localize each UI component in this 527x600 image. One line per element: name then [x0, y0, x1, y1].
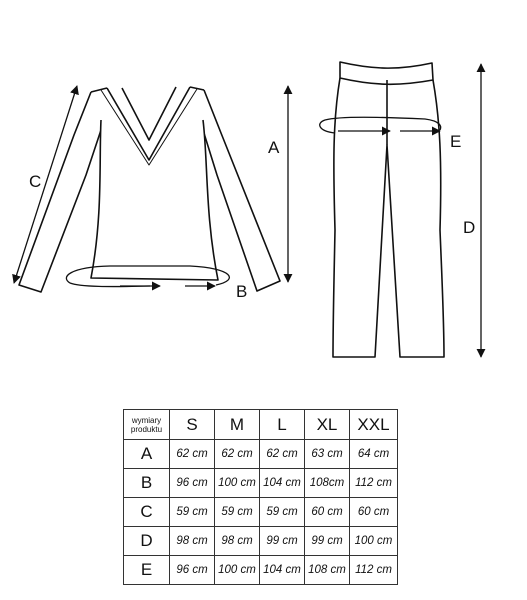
pants-illustration [333, 62, 444, 357]
size-header-m: M [215, 410, 260, 440]
size-header-s: S [170, 410, 215, 440]
table-row [124, 556, 398, 585]
table-cell: 108cm [305, 469, 350, 498]
table-cell: 99 cm [260, 527, 305, 556]
table-row [124, 527, 398, 556]
size-header-xxl: XXL [350, 410, 398, 440]
row-label: A [124, 440, 170, 469]
table-row [124, 498, 398, 527]
measurement-d [463, 64, 481, 357]
size-header-row [124, 410, 398, 440]
table-cell: 62 cm [215, 440, 260, 469]
table-cell: 64 cm [350, 440, 398, 469]
table-cell: 62 cm [260, 440, 305, 469]
table-cell: 100 cm [350, 527, 398, 556]
table-cell: 96 cm [170, 469, 215, 498]
table-cell: 60 cm [305, 498, 350, 527]
table-cell: 98 cm [215, 527, 260, 556]
row-label: D [124, 527, 170, 556]
table-cell: 62 cm [170, 440, 215, 469]
measurement-c [14, 86, 77, 283]
table-cell: 96 cm [170, 556, 215, 585]
label-a: A [268, 138, 280, 157]
size-table [123, 409, 398, 585]
table-cell: 59 cm [215, 498, 260, 527]
row-label: B [124, 469, 170, 498]
row-label: C [124, 498, 170, 527]
label-d: D [463, 218, 476, 237]
size-header-xl: XL [305, 410, 350, 440]
table-cell: 112 cm [350, 469, 398, 498]
label-e: E [450, 132, 462, 151]
table-row [124, 469, 398, 498]
table-cell: 104 cm [260, 556, 305, 585]
sweater-illustration [19, 87, 280, 292]
label-b: B [236, 282, 248, 301]
table-corner-label: wymiary produktu [124, 410, 170, 440]
label-c: C [29, 172, 42, 191]
table-cell: 108 cm [305, 556, 350, 585]
table-cell: 100 cm [215, 469, 260, 498]
table-cell: 63 cm [305, 440, 350, 469]
table-cell: 99 cm [305, 527, 350, 556]
table-cell: 112 cm [350, 556, 398, 585]
table-row [124, 440, 398, 469]
size-header-l: L [260, 410, 305, 440]
measurement-a [268, 86, 288, 282]
table-cell: 59 cm [260, 498, 305, 527]
row-label: E [124, 556, 170, 585]
table-cell: 104 cm [260, 469, 305, 498]
table-cell: 60 cm [350, 498, 398, 527]
table-cell: 59 cm [170, 498, 215, 527]
table-cell: 100 cm [215, 556, 260, 585]
table-cell: 98 cm [170, 527, 215, 556]
